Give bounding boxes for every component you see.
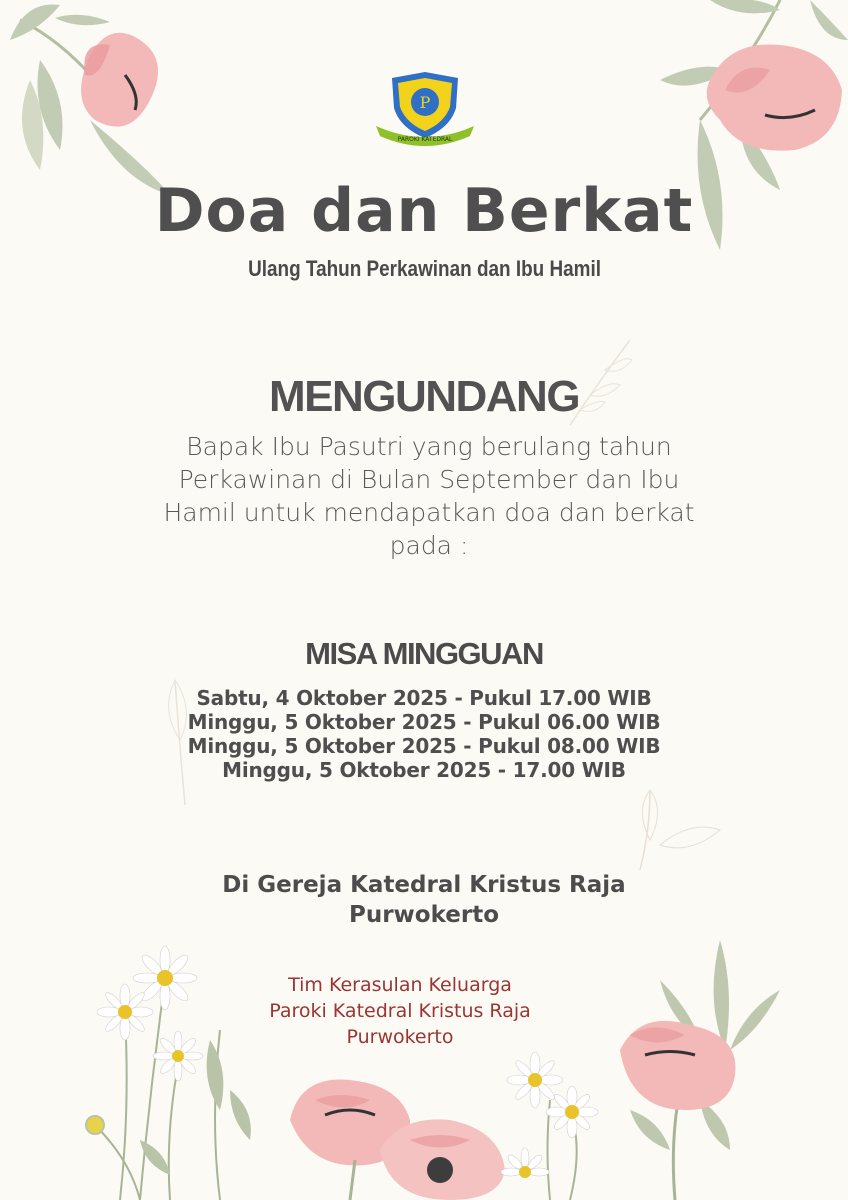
invite-line: Hamil untuk mendapatkan doa dan berkat [163, 498, 695, 527]
leaf-sprig-icon [620, 770, 730, 880]
invite-body [124, 430, 734, 562]
signature [0, 972, 800, 1050]
mass-heading: MISA MINGGUAN [305, 636, 543, 671]
signature-line: Tim Kerasulan Keluarga [288, 974, 512, 996]
parish-crest-icon [370, 68, 480, 150]
svg-text:P: P [419, 93, 431, 112]
logo-ribbon-text: PAROKI KATEDRAL [397, 136, 453, 143]
page-subtitle: Ulang Tahun Perkawinan dan Ibu Hamil [248, 256, 601, 281]
signature-line: Paroki Katedral Kristus Raja [269, 1000, 531, 1022]
schedule-item: Minggu, 5 Oktober 2025 - 17.00 WIB [222, 758, 626, 782]
signature-line: Purwokerto [346, 1026, 454, 1048]
location-line: Di Gereja Katedral Kristus Raja [222, 872, 626, 898]
location-line: Purwokerto [348, 902, 500, 928]
location [0, 870, 848, 930]
schedule-item: Minggu, 5 Oktober 2025 - Pukul 08.00 WIB [187, 734, 661, 758]
page-title: Doa dan Berkat [154, 176, 694, 246]
invite-line: Bapak Ibu Pasutri yang berulang tahun [186, 432, 672, 461]
pink-poppy-icon [270, 1060, 520, 1200]
schedule-item: Sabtu, 4 Oktober 2025 - Pukul 17.00 WIB [196, 686, 652, 710]
invite-line: Perkawinan di Bulan September dan Ibu [178, 465, 680, 494]
mass-schedule [0, 686, 848, 782]
invite-line: pada : [389, 531, 469, 560]
schedule-item: Minggu, 5 Oktober 2025 - Pukul 06.00 WIB [187, 710, 661, 734]
invite-heading: MENGUNDANG [268, 372, 580, 421]
